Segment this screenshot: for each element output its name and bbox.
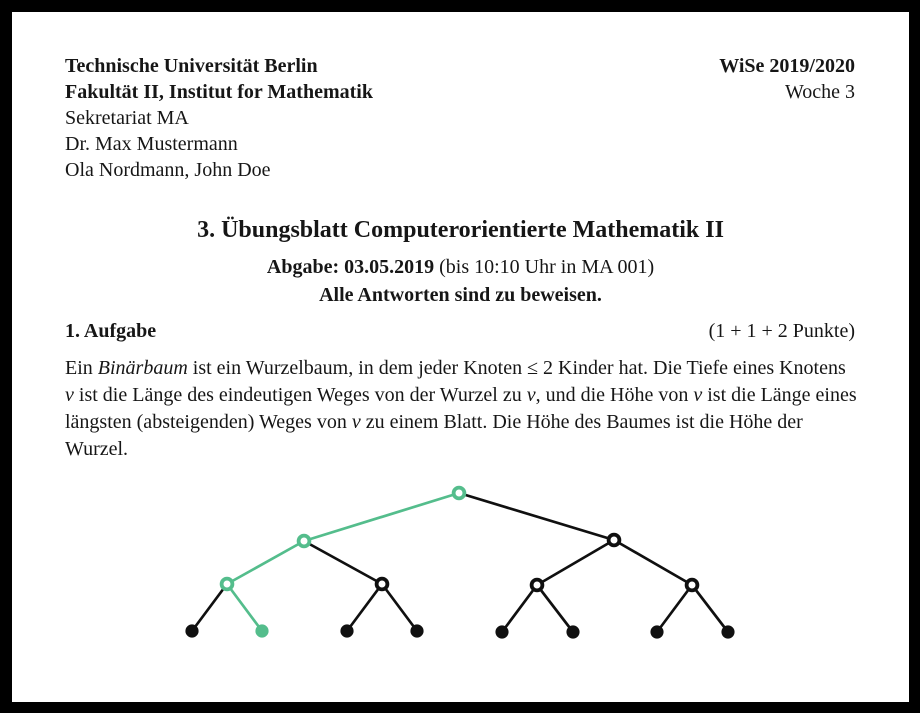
deadline-line xyxy=(12,254,909,280)
math-term: v xyxy=(693,384,703,406)
exercise-points: (1 + 1 + 2 Punkte) xyxy=(708,320,855,342)
exercise-paragraph xyxy=(65,355,857,463)
paragraph-text: ist die Länge des eindeutigen Weges von der Wurzel zu xyxy=(73,384,527,406)
header-office: Sekretariat MA xyxy=(65,107,189,129)
exercise-heading-row xyxy=(65,318,855,344)
paragraph-text: , und die Höhe von xyxy=(535,384,694,406)
header-semester: WiSe 2019/2020 xyxy=(719,55,855,77)
math-term: v xyxy=(351,411,361,433)
math-term: v xyxy=(65,384,74,406)
header-assistants: Ola Nordmann, John Doe xyxy=(65,159,271,181)
exercise-number: 1. Aufgabe xyxy=(65,320,157,342)
deadline-date: Abgabe: 03.05.2019 xyxy=(266,256,435,278)
paragraph-text: ist die Länge eines längsten (absteigenden) Weges von xyxy=(65,384,857,433)
header-faculty: Fakultät II, Institut for Mathematik xyxy=(65,81,373,103)
paragraph-text: zu einem Blatt. Die Höhe des Baumes ist die Höhe der Wurzel. xyxy=(65,411,803,460)
note-line: Alle Antworten sind zu beweisen. xyxy=(319,284,602,306)
math-term: Binärbaum xyxy=(97,357,188,379)
math-term: v xyxy=(526,384,536,406)
document-page xyxy=(12,12,909,702)
header-week: Woche 3 xyxy=(784,81,855,103)
sheet-title: 3. Übungsblatt Computerorientierte Mathematik II xyxy=(197,217,724,243)
paragraph-text: ist ein Wurzelbaum, in dem jeder Knoten ≤ 2 Kinder hat. Die Tiefe eines Knotens xyxy=(187,357,846,379)
paragraph-text: Ein xyxy=(65,357,98,379)
header-right xyxy=(719,53,855,105)
header-left xyxy=(65,53,373,183)
header-lecturer: Dr. Max Mustermann xyxy=(65,133,238,155)
header-university: Technische Universität Berlin xyxy=(65,55,318,77)
deadline-details: (bis 10:10 Uhr in MA 001) xyxy=(434,256,655,278)
